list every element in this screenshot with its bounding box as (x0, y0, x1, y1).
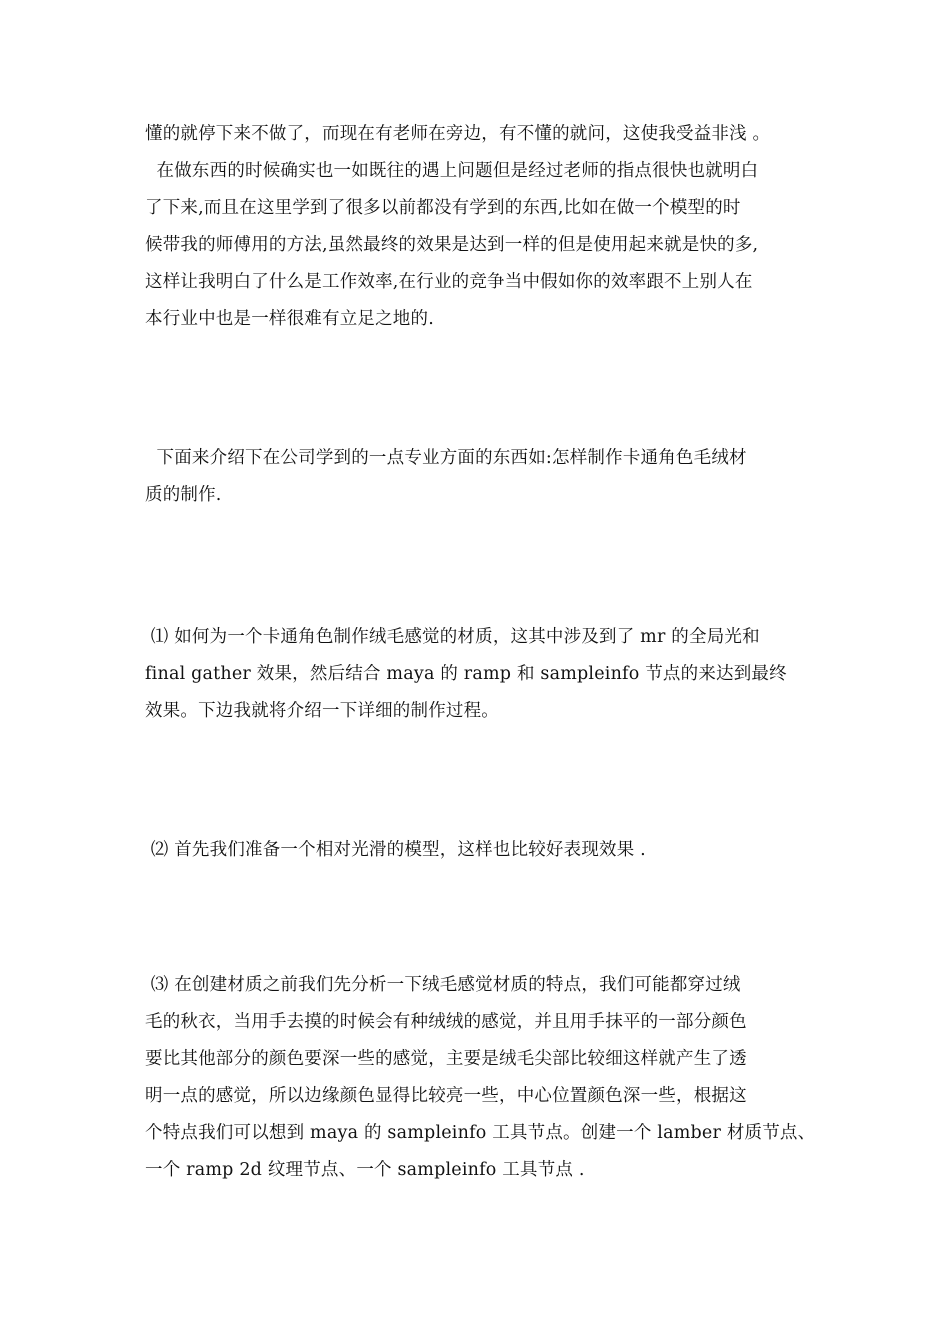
text-line: 这样让我明白了什么是工作效率,在行业的竞争当中假如你的效率跟不上别人在 (145, 272, 753, 292)
text-line: 质的制作. (145, 485, 222, 505)
paragraph-learning-experience (145, 116, 825, 338)
text-line: 一个 ramp 2d 纹理节点、一个 sampleinfo 工具节点 . (145, 1160, 585, 1180)
text-line: 下面来介绍下在公司学到的一点专业方面的东西如:怎样制作卡通角色毛绒材 (145, 448, 747, 468)
text-line: ⑴ 如何为一个卡通角色制作绒毛感觉的材质，这其中涉及到了 mr 的全局光和 (145, 627, 760, 647)
text-line: ⑵ 首先我们准备一个相对光滑的模型，这样也比较好表现效果 . (145, 840, 646, 860)
text-line: 了下来,而且在这里学到了很多以前都没有学到的东西,比如在做一个模型的时 (145, 198, 741, 218)
paragraph-step-2 (145, 832, 825, 869)
text-line: final gather 效果，然后结合 maya 的 ramp 和 sampleinfo 节点的来达到最终 (145, 664, 787, 684)
text-line: 在做东西的时候确实也一如既往的遇上问题但是经过老师的指点很快也就明白 (145, 161, 759, 181)
text-line: 候带我的师傅用的方法,虽然最终的效果是达到一样的但是使用起来就是快的多, (145, 235, 759, 255)
text-line: 毛的秋衣，当用手去摸的时候会有种绒绒的感觉，并且用手抹平的一部分颜色 (145, 1012, 747, 1032)
text-line: 要比其他部分的颜色要深一些的感觉，主要是绒毛尖部比较细这样就产生了透 (145, 1049, 747, 1069)
paragraph-step-3 (145, 967, 825, 1189)
text-line: 本行业中也是一样很难有立足之地的. (145, 309, 434, 329)
text-line: 个特点我们可以想到 maya 的 sampleinfo 工具节点。创建一个 lamber 材质节点、 (145, 1123, 816, 1143)
paragraph-intro-fur-material (145, 440, 825, 514)
text-line: 明一点的感觉，所以边缘颜色显得比较亮一些，中心位置颜色深一些，根据这 (145, 1086, 747, 1106)
text-line: ⑶ 在创建材质之前我们先分析一下绒毛感觉材质的特点，我们可能都穿过绒 (145, 975, 741, 995)
text-line: 效果。下边我就将介绍一下详细的制作过程。 (145, 701, 499, 721)
paragraph-step-1 (145, 619, 825, 730)
text-line: 懂的就停下来不做了，而现在有老师在旁边，有不懂的就问，这使我受益非浅 。 (145, 124, 771, 144)
